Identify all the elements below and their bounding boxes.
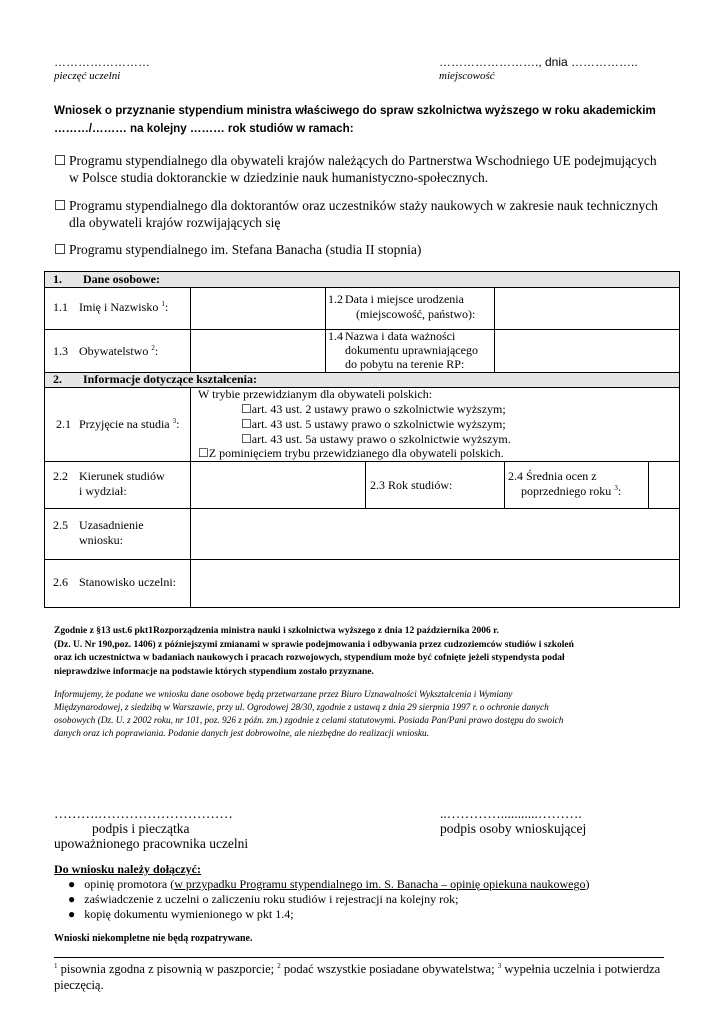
- year-of-study-input[interactable]: [460, 462, 503, 507]
- residence-doc-label-line2: dokumentu uprawniającego: [345, 343, 478, 357]
- year-of-study-label: 2.3 Rok studiów:: [370, 478, 453, 492]
- university-opinion-label: Stanowisko uczelni:: [79, 575, 176, 589]
- applicant-signature-line[interactable]: ..…………...........……….: [440, 806, 582, 821]
- admission-option-art43-5a[interactable]: ☐art. 43 ust. 5a ustawy prawo o szkolnictwie wyższym.: [241, 432, 511, 446]
- bullet-icon: ●: [68, 877, 76, 891]
- field-of-study-input[interactable]: [191, 462, 364, 507]
- program-checkbox-2[interactable]: ☐: [54, 198, 67, 213]
- official-signature-line[interactable]: ……….…………………………: [54, 806, 233, 821]
- official-signature-label-1: podpis i pieczątka: [92, 821, 190, 836]
- section-1-title: Dane osobowe:: [83, 272, 160, 286]
- applicant-signature-label: podpis osoby wnioskującej: [440, 821, 587, 836]
- citizenship-label: Obywatelstwo $^2$:: [79, 344, 159, 358]
- row-1-4-number: 1.4: [328, 329, 343, 343]
- attachments-list: [68, 877, 589, 922]
- row-2-2-number: 2.2: [53, 469, 68, 483]
- place-label: miejscowość: [439, 70, 495, 82]
- program-checkbox-1[interactable]: ☐: [54, 153, 67, 168]
- footnotes: $^1$ pisownia zgodna z pisownią w paszporcie; $^2$ podać wszystkie posiadane obywatelstwa; $^3$ wypełnia uczelnia i potwierdza pieczęcią.: [54, 961, 661, 992]
- place-date-dots: ……………………., dnia ……………..: [439, 55, 638, 69]
- official-signature-label-2: upoważnionego pracownika uczelni: [54, 836, 249, 851]
- form-title-line1: Wniosek o przyznanie stypendium ministra właściwego do spraw szkolnictwa wyższego w roku akademickim: [54, 104, 656, 117]
- row-1-3-number: 1.3: [53, 344, 68, 358]
- program-1-line1: Programu stypendialnego dla obywateli krajów należących do Partnerstwa Wschodniego UE podejmujących: [69, 153, 657, 168]
- section-1-number: 1.: [53, 272, 62, 286]
- admission-option-art43-5[interactable]: ☐art. 43 ust. 5 ustawy prawo o szkolnictwie wyższym;: [241, 417, 506, 431]
- bullet-icon: ●: [68, 907, 76, 921]
- stamp-label: pieczęć uczelni: [54, 70, 121, 82]
- row-2-1-number: 2.1: [56, 417, 71, 431]
- university-opinion-input[interactable]: [191, 560, 679, 607]
- attachment-item-1: ● opinię promotora (w przypadku Programu stypendialnego im. S. Banacha – opinię opiekuna naukowego): [68, 877, 590, 891]
- attachments-title: Do wniosku należy dołączyć:: [54, 862, 201, 876]
- row-1-2-number: 1.2: [328, 292, 343, 306]
- section-2-title: Informacje dotyczące kształcenia:: [83, 372, 257, 386]
- stamp-dots: ……………………: [54, 55, 150, 69]
- footnote-divider: [54, 957, 664, 958]
- admission-option-art43-2[interactable]: ☐art. 43 ust. 2 ustawy prawo o szkolnictwie wyższym;: [241, 402, 506, 416]
- program-2-line1: Programu stypendialnego dla doktorantów oraz uczestników staży naukowych w zakresie nauk technicznych: [69, 198, 658, 213]
- birth-label-line2: (miejscowość, państwo):: [356, 307, 476, 321]
- program-checkbox-3[interactable]: ☐: [54, 242, 67, 257]
- field-of-study-label-line2: i wydział:: [79, 484, 127, 498]
- grade-average-label-line2: poprzedniego roku $^3$:: [521, 484, 622, 498]
- bullet-icon: ●: [68, 892, 76, 906]
- residence-doc-label-line1: Nazwa i data ważności: [345, 329, 456, 343]
- program-1-line2: w Polsce studia doktoranckie w dziedzinie nauk humanistyczno-społecznych.: [69, 170, 489, 185]
- justification-label-line1: Uzasadnienie: [79, 518, 144, 532]
- program-3-line1: Programu stypendialnego im. Stefana Banacha (studia II stopnia): [69, 242, 422, 257]
- justification-input[interactable]: [191, 509, 679, 558]
- name-label: Imię i Nazwisko $^1$:: [79, 300, 169, 314]
- row-1-1-number: 1.1: [53, 300, 68, 314]
- attachment-item-2: ● zaświadczenie z uczelni o zaliczeniu roku studiów i rejestracji na kolejny rok;: [68, 892, 459, 906]
- field-of-study-label-line1: Kierunek studiów: [79, 469, 165, 483]
- birth-input[interactable]: [495, 288, 679, 328]
- name-input[interactable]: [191, 288, 324, 328]
- justification-label-line2: wniosku:: [79, 533, 124, 547]
- row-2-6-number: 2.6: [53, 575, 68, 589]
- program-2-line2: dla obywateli krajów rozwijających się: [69, 215, 281, 230]
- admission-label: Przyjęcie na studia $^3$:: [79, 417, 180, 431]
- form-title-line2: ………/……… na kolejny ……… rok studiów w ramach:: [54, 122, 354, 135]
- incomplete-note: Wnioski niekompletne nie będą rozpatrywane.: [54, 933, 253, 944]
- grade-average-label-line1: 2.4 Średnia ocen z: [508, 469, 597, 483]
- application-form-table: [44, 271, 680, 608]
- privacy-notice: Informujemy, że podane we wniosku dane osobowe będą przetwarzane przez Biuro Uznawalności Wykształcenia i Wymiany Międzynarodowej, z siedzibą w Warszawie, przy ul. Ogrodowej 28/30, zgodnie z ustawą z dnia 29 sierpnia 1997 r. o ochronie danych osobowych (Dz. U. z 2002 roku, nr 101, poz. 926 z późn. zm.) zgodnie z celami statutowymi. Posiada Pan/Pani prawo dostępu do swoich danych oraz ich poprawiania. Podanie danych jest dobrowolne, ale niezbędne do realizacji wniosku.: [54, 690, 564, 739]
- citizenship-input[interactable]: [191, 330, 324, 371]
- residence-doc-label-line3: do pobytu na terenie RP:: [345, 357, 465, 371]
- birth-label-line1: Data i miejsce urodzenia: [345, 292, 464, 306]
- row-2-5-number: 2.5: [53, 518, 68, 532]
- attachment-item-3: ● kopię dokumentu wymienionego w pkt 1.4;: [68, 907, 294, 921]
- legal-notice: Zgodnie z §13 ust.6 pkt1Rozporządzenia ministra nauki i szkolnictwa wyższego z dnia 12 października 2006 r. (Dz. U. Nr 190,poz. 1406) z późniejszymi zmianami w sprawie podejmowania i odbywania przez cudzoziemców studiów i szkoleń oraz ich uczestnictwa w badaniach naukowych i pracach rozwojowych, stypendium może być cofnięte jeżeli stypendysta podał nieprawdziwe informacje na podstawie których stypendium zostało przyznane.: [54, 626, 574, 677]
- admission-option-other[interactable]: ☐Z pominięciem trybu przewidzianego dla obywateli polskich.: [198, 446, 504, 460]
- grade-average-input[interactable]: [649, 462, 679, 507]
- residence-doc-input[interactable]: [495, 330, 679, 371]
- admission-intro: W trybie przewidzianym dla obywateli polskich:: [198, 387, 433, 401]
- section-2-number: 2.: [53, 372, 62, 386]
